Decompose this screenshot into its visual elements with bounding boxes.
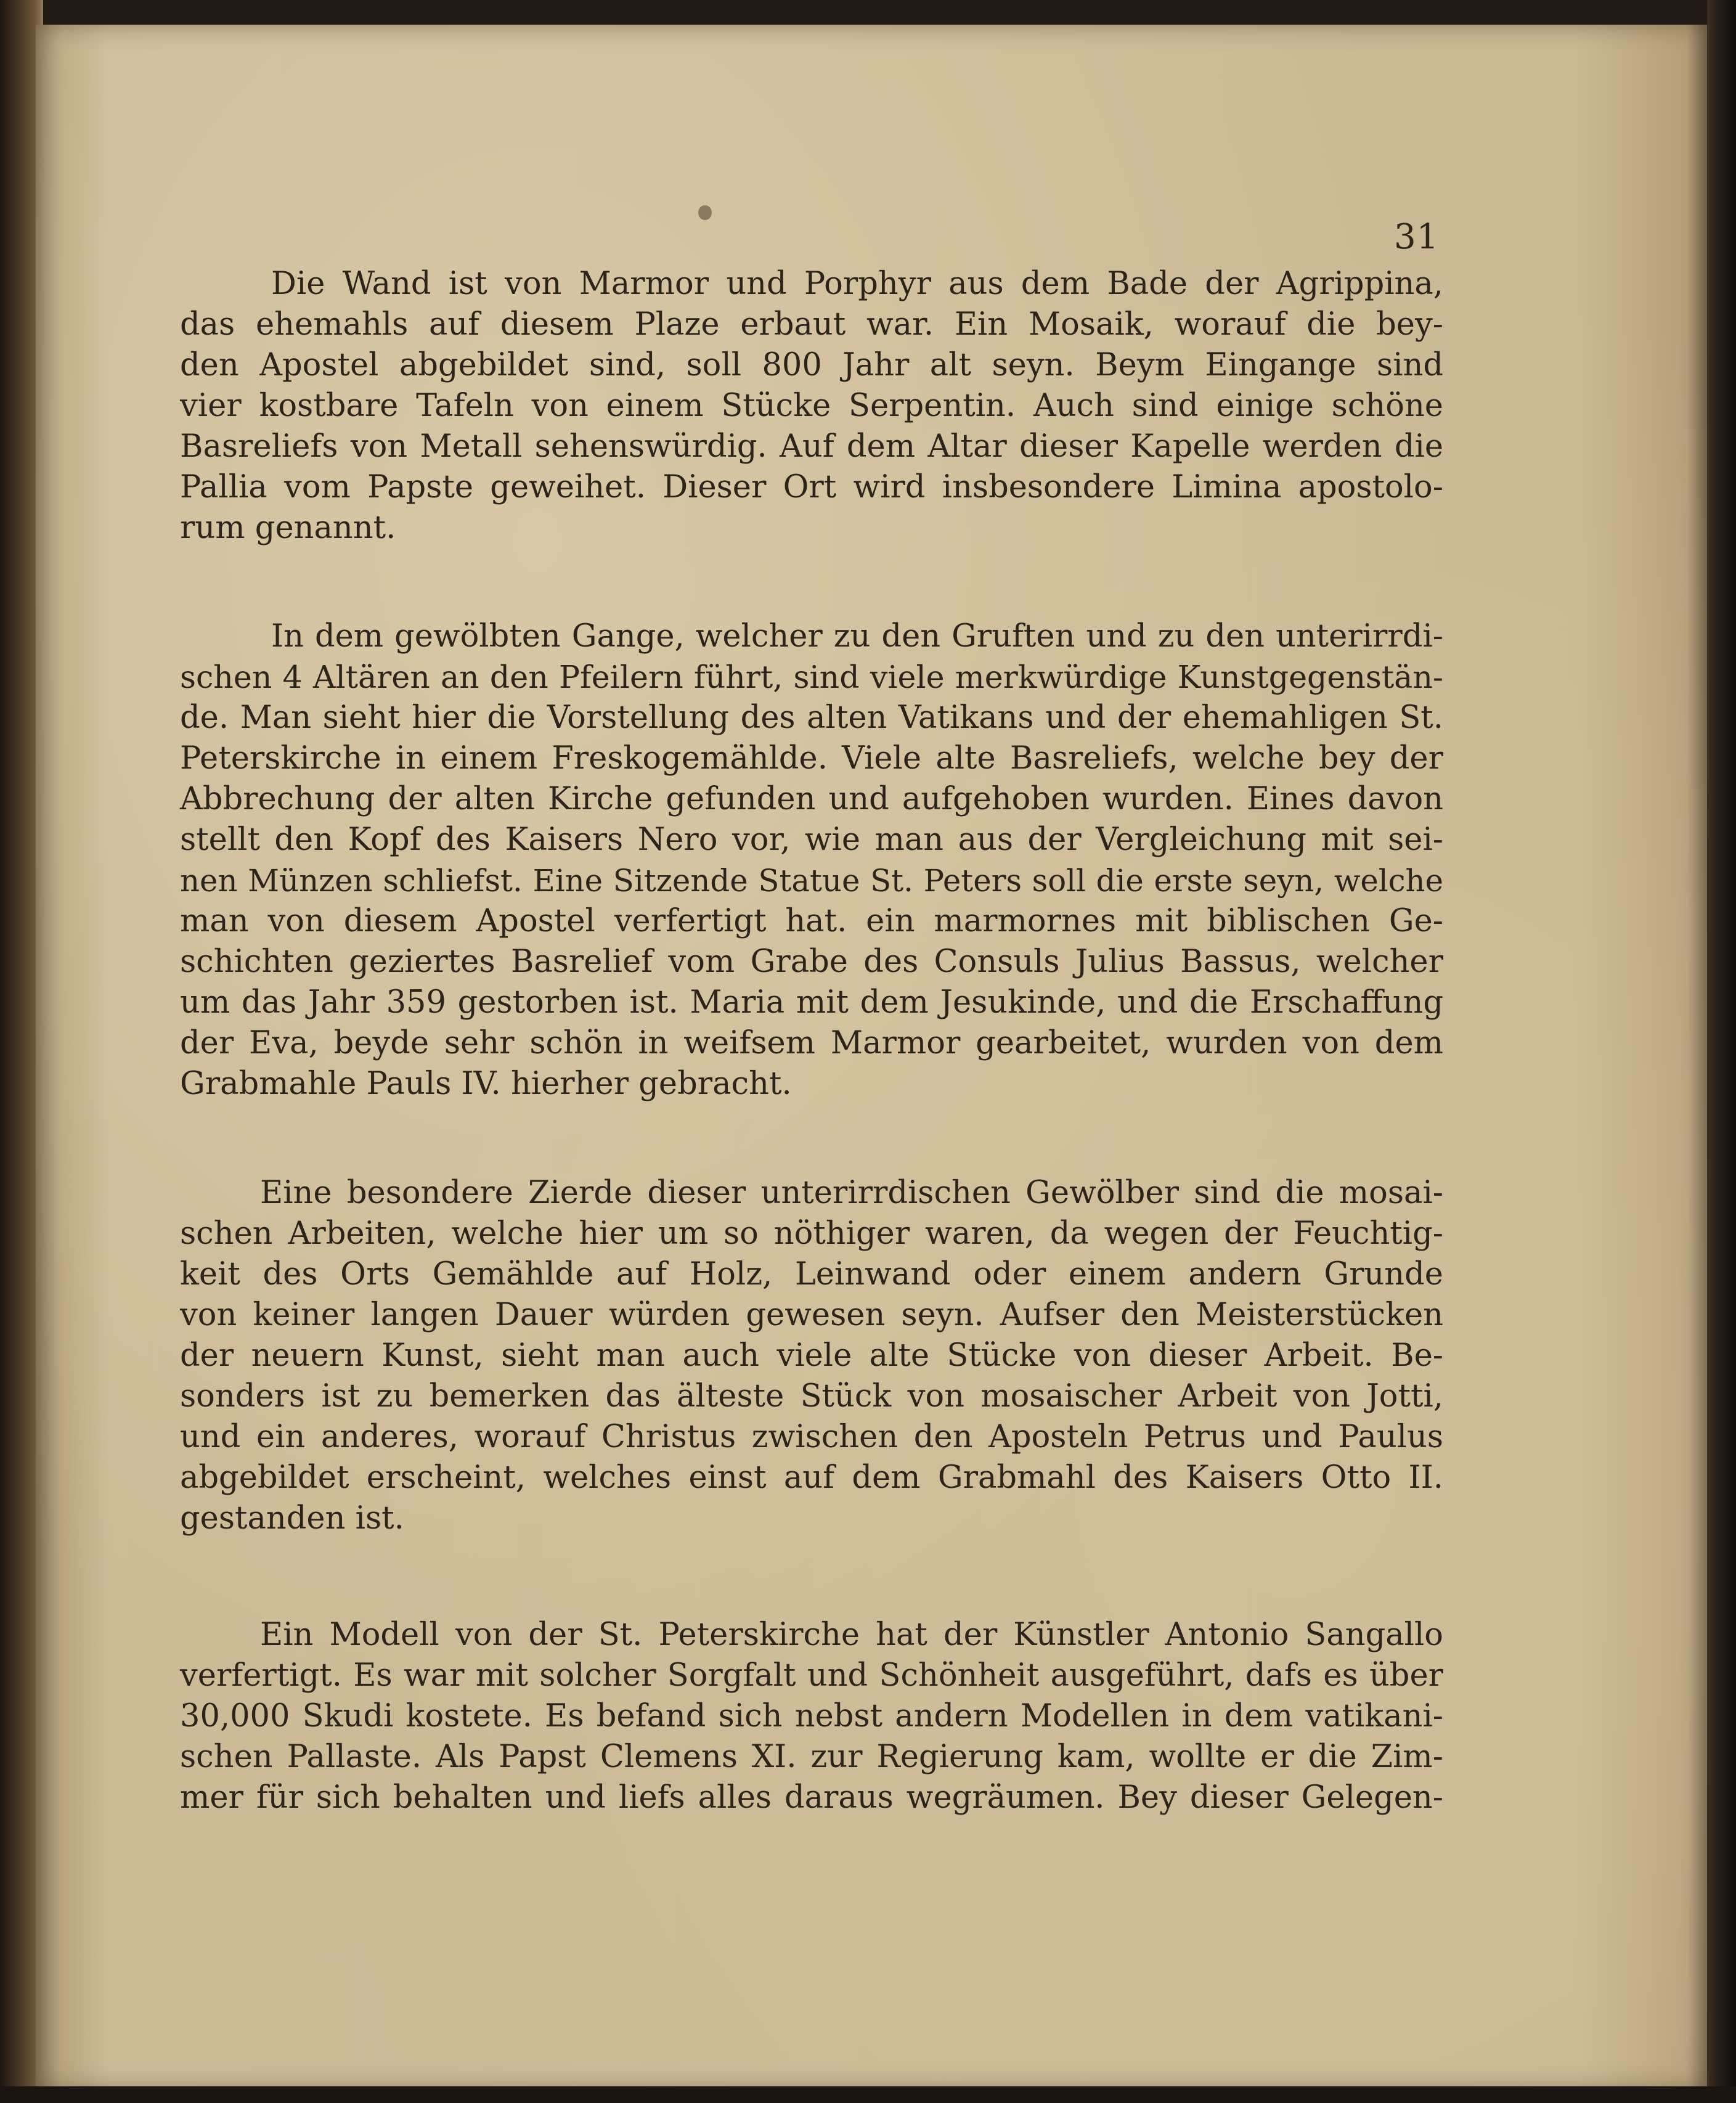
page-edge-bottom [0,2086,1736,2103]
text-line: 30,000 Skudi kostete. Es befand sich nebst andern Modellen in dem vatikani- [180,1698,1443,1734]
text-line: der neuern Kunst, sieht man auch viele alte Stücke von dieser Arbeit. Be- [180,1337,1443,1374]
text-line: Grabmahle Pauls IV. hierher gebracht. [180,1066,792,1102]
text-line: Ein Modell von der St. Peterskirche hat der Künstler Antonio Sangallo [260,1617,1443,1653]
text-line: abgebildet erscheint, welches einst auf dem Grabmahl des Kaisers Otto II. [180,1460,1443,1496]
text-line: Eine besondere Zierde dieser unterirrdischen Gewölber sind die mosai- [260,1175,1443,1211]
text-line: schen Arbeiten, welche hier um so nöthiger waren, da wegen der Feuchtig- [180,1215,1443,1252]
text-line: verfertigt. Es war mit solcher Sorgfalt und Schönheit ausgeführt, dafs es über [180,1657,1443,1694]
paragraph [180,1615,1443,1818]
text-line: mer für sich behalten und liefs alles daraus wegräumen. Bey dieser Gelegen- [180,1779,1443,1816]
text-line: nen Münzen schliefst. Eine Sitzende Statue St. Peters soll die erste seyn, welche [180,863,1443,899]
text-line: Pallia vom Papste geweihet. Dieser Ort wird insbesondere Limina apostolo- [180,469,1443,505]
text-line: de. Man sieht hier die Vorstellung des alten Vatikans und der ehemahligen St. [180,700,1443,736]
text-line: Peterskirche in einem Freskogemählde. Viele alte Basreliefs, welche bey der [180,740,1443,777]
text-line: schen Pallaste. Als Papst Clemens XI. zur Regierung kam, wollte er die Zim- [180,1739,1443,1775]
paragraph [180,1173,1443,1539]
page-edge-right [1707,0,1736,2103]
text-line: stellt den Kopf des Kaisers Nero vor, wie man aus der Vergleichung mit sei- [180,822,1443,858]
ink-blot [698,205,712,220]
text-line: und ein anderes, worauf Christus zwischen den Aposteln Petrus und Paulus [180,1419,1443,1455]
page-number: 31 [1394,217,1440,257]
text-line: um das Jahr 359 gestorben ist. Maria mit dem Jesukinde, und die Erschaffung [180,984,1443,1021]
text-line: Basreliefs von Metall sehenswürdig. Auf dem Altar dieser Kapelle werden die [180,428,1443,465]
text-line: Abbrechung der alten Kirche gefunden und aufgehoben wurden. Eines davon [180,781,1443,817]
paragraph [180,616,1443,1105]
text-line: Die Wand ist von Marmor und Porphyr aus dem Bade der Agrippina, [271,266,1443,302]
text-line: gestanden ist. [180,1500,404,1537]
paragraph [180,264,1443,549]
text-line: der Eva, beyde sehr schön in weifsem Marmor gearbeitet, wurden von dem [180,1025,1443,1061]
text-line: vier kostbare Tafeln von einem Stücke Serpentin. Auch sind einige schöne [180,388,1443,424]
text-line: von keiner langen Dauer würden gewesen seyn. Aufser den Meisterstücken [180,1297,1443,1333]
text-line: In dem gewölbten Gange, welcher zu den Gruften und zu den unterirrdi- [271,618,1443,655]
text-line: sonders ist zu bemerken das älteste Stück von mosaischer Arbeit von Jotti, [180,1378,1443,1415]
text-line: man von diesem Apostel verfertigt hat. ein marmornes mit biblischen Ge- [180,903,1443,939]
text-line: schichten geziertes Basrelief vom Grabe des Consuls Julius Bassus, welcher [180,944,1443,980]
text-line: das ehemahls auf diesem Plaze erbaut war. Ein Mosaik, worauf die bey- [180,306,1443,343]
text-line: keit des Orts Gemählde auf Holz, Leinwand oder einem andern Grunde [180,1256,1443,1292]
text-line: rum genannt. [180,510,396,546]
text-line: den Apostel abgebildet sind, soll 800 Jahr alt seyn. Beym Eingange sind [180,347,1443,383]
text-line: schen 4 Altären an den Pfeilern führt, sind viele merkwürdige Kunstgegenstän- [180,659,1443,695]
